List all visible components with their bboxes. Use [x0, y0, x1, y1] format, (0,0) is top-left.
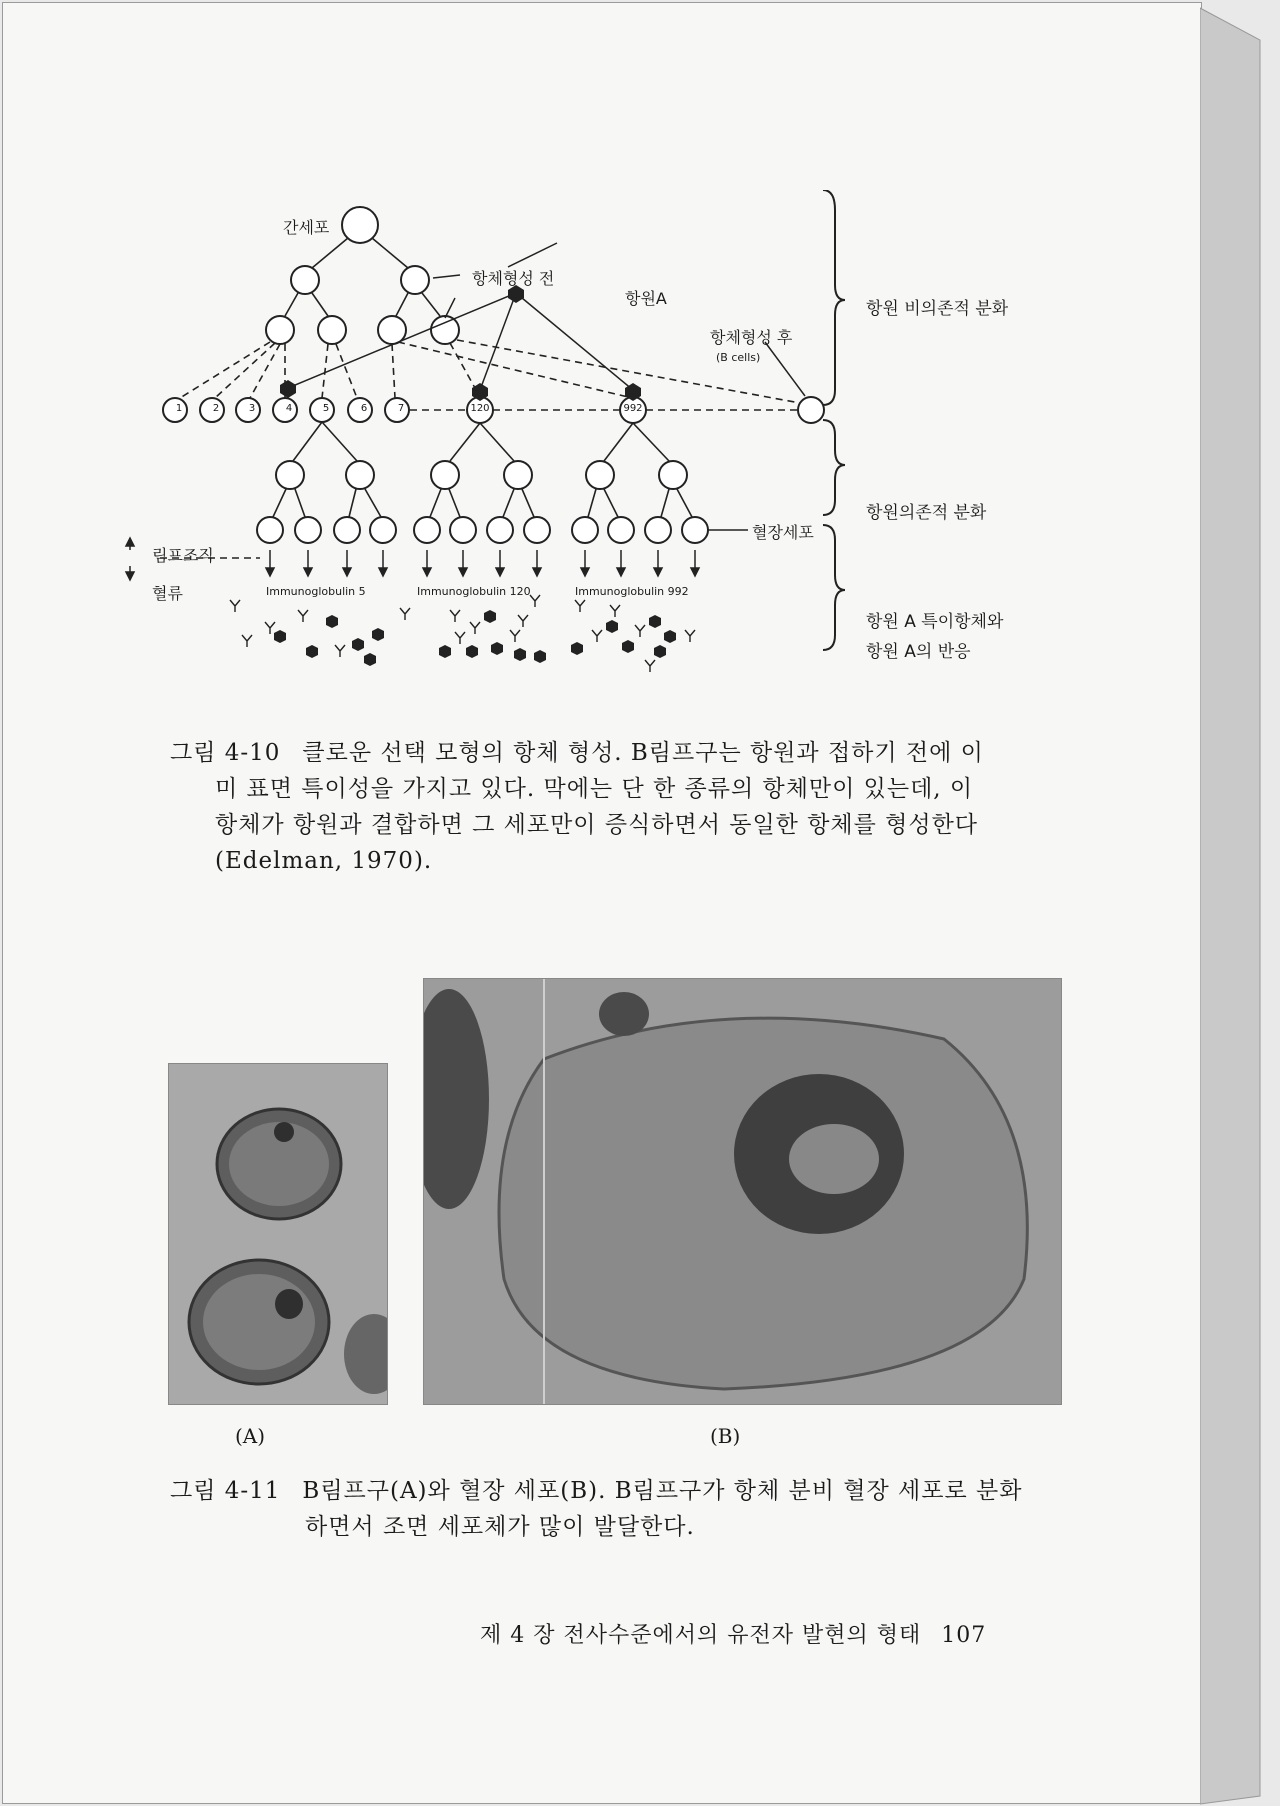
page-number: 107	[941, 1623, 987, 1648]
b-cells-label: (B cells)	[716, 351, 761, 364]
caption-number: 그림 4-11	[170, 1478, 281, 1504]
caption-line: 클로운 선택 모형의 항체 형성. B림프구는 항원과 접하기 전에 이	[302, 740, 984, 766]
immunoglobulin-label: Immunoglobulin 5	[266, 585, 366, 598]
page-edge	[1200, 0, 1278, 1806]
blood-label: 혈류	[152, 584, 183, 603]
clone-number: 4	[285, 403, 293, 414]
caption-line: 항체가 항원과 결합하면 그 세포만이 증식하면서 동일한 항체를 형성한다	[215, 812, 979, 838]
clone-number: 2	[212, 403, 220, 414]
caption-number: 그림 4-10	[170, 740, 281, 766]
photo-label-b: (B)	[710, 1424, 741, 1448]
caption-line: 하면서 조면 세포체가 많이 발달한다.	[305, 1514, 695, 1540]
clone-number: 120	[470, 403, 490, 414]
figure-4-10-caption	[170, 735, 1030, 879]
b-lymphocyte-micrograph	[168, 1063, 388, 1405]
clone-number: 5	[322, 403, 330, 414]
stem-cell-label: 간세포	[283, 218, 330, 237]
chapter-title: 제 4 장 전사수준에서의 유전자 발현의 형태	[480, 1623, 922, 1648]
immunoglobulin-label: Immunoglobulin 992	[575, 585, 689, 598]
clone-number: 1	[175, 403, 183, 414]
clone-number: 7	[397, 403, 405, 414]
caption-line: (Edelman, 1970).	[215, 848, 433, 874]
lymph-tissue-label: 림프조직	[152, 546, 214, 565]
page-footer	[480, 1618, 986, 1649]
photo-label-a: (A)	[235, 1424, 266, 1448]
stage-reaction-label-1: 항원 A 특이항체와	[866, 612, 1004, 632]
figure-4-11-caption	[170, 1473, 1070, 1545]
plasma-cell-micrograph	[423, 978, 1062, 1405]
pre-antibody-label: 항체형성 전	[472, 269, 555, 288]
caption-line: 미 표면 특이성을 가지고 있다. 막에는 단 한 종류의 항체만이 있는데, 이	[215, 776, 974, 802]
caption-line: B림프구(A)와 혈장 세포(B). B림프구가 항체 분비 혈장 세포로 분화	[302, 1478, 1023, 1504]
immunoglobulin-label: Immunoglobulin 120	[417, 585, 531, 598]
clone-number: 992	[623, 403, 643, 414]
stage-reaction-label-2: 항원 A의 반응	[866, 642, 971, 662]
clone-number: 6	[360, 403, 368, 414]
clone-number: 3	[248, 403, 256, 414]
post-antibody-label: 항체형성 후	[710, 328, 793, 347]
stage-dependent-label: 항원의존적 분화	[866, 503, 987, 523]
stage-independent-label: 항원 비의존적 분화	[866, 299, 1009, 319]
plasma-cell-label: 혈장세포	[752, 523, 814, 542]
antigen-a-label: 항원A	[625, 289, 667, 308]
